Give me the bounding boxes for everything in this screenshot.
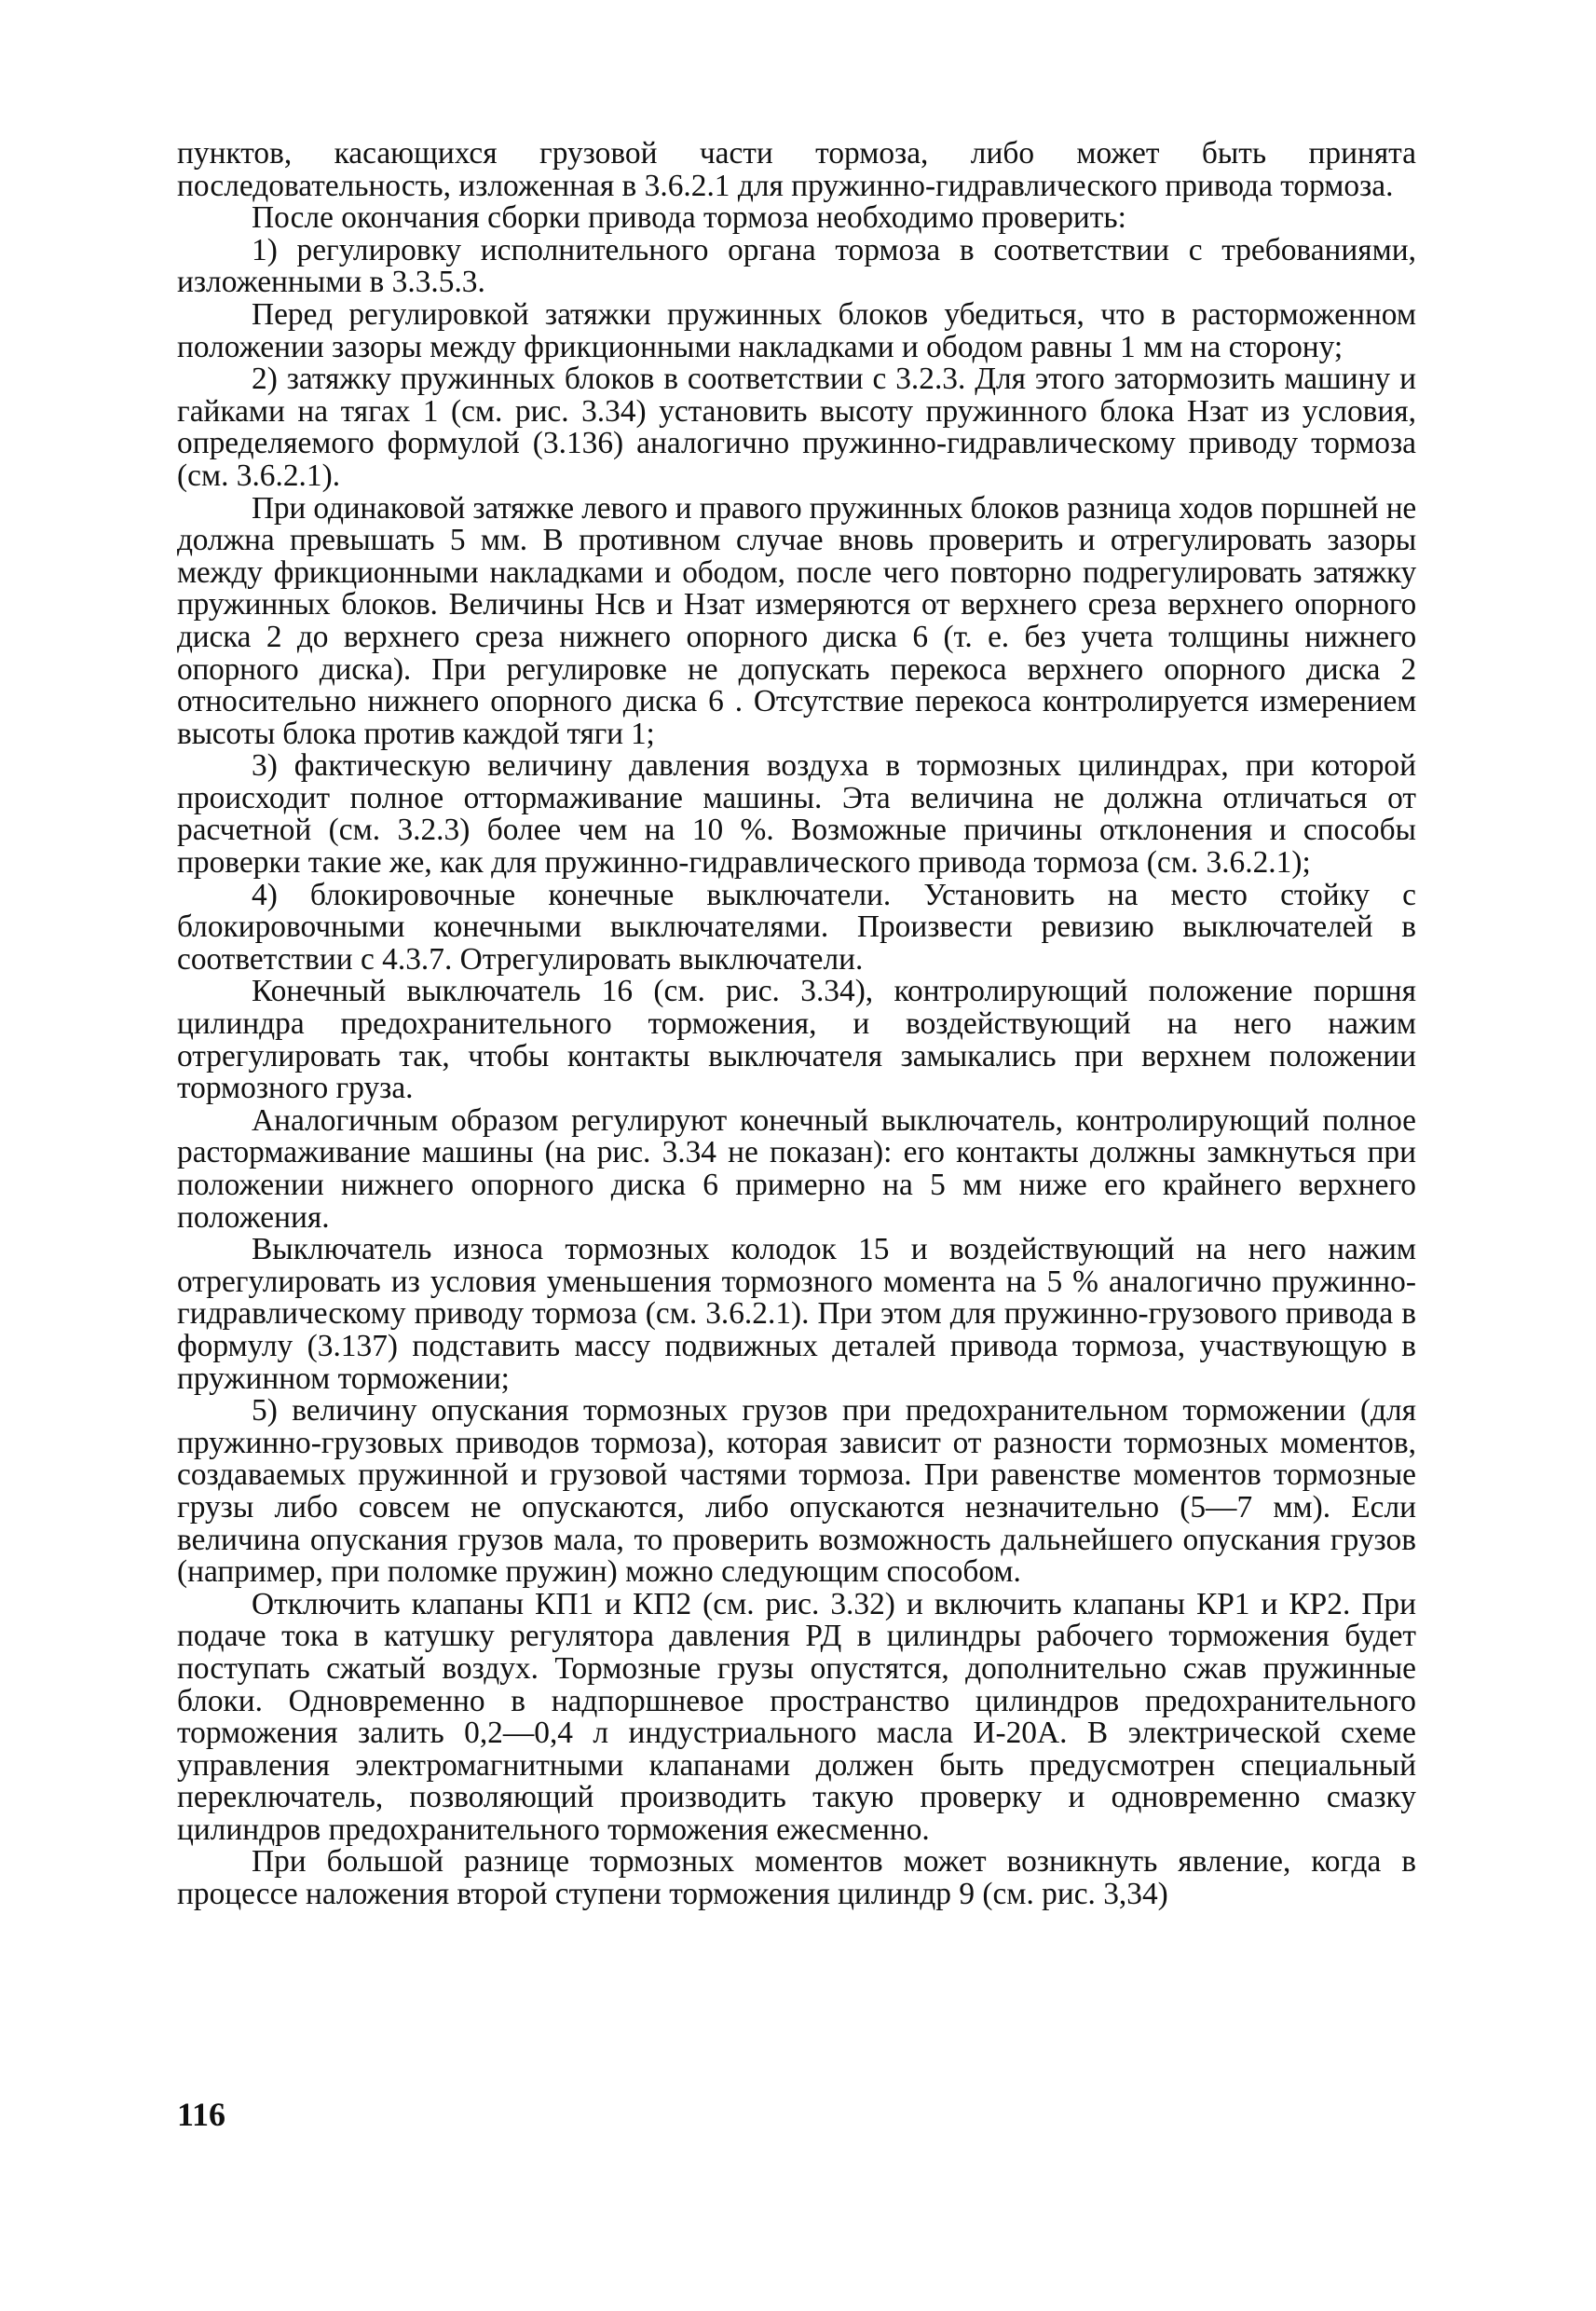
paragraph-wear-switch: Выключатель износа тормозных колодок 15 и воздействующий на него нажим отрегулировать из условия уменьшения тормозного момента на 5 % аналогично пружинно-гидравлическому приводу тормоза (см. 3.6.2.1). При этом для пружинно-грузового привода в формулу (3.137) подставить массу подвижных деталей привода тормоза, участвующую в пружинном торможении; [177, 1232, 1416, 1396]
paragraph-piston-stroke: При одинаковой затяжке левого и правого пружинных блоков разница ходов поршней не должна превышать 5 мм. В противном случае вновь проверить и отрегулировать зазоры между фрикционными накладками и ободом, после чего повторно подрегулировать затяжку пружинных блоков. Величины Hсв и Hзат измеряются от верхнего среза верхнего опорного диска 2 до верхнего среза нижнего опорного диска 6 (т. е. без учета толщины нижнего опорного диска). При регулировке не допускать перекоса верхнего опорного диска 2 относительно нижнего опорного диска 6 . Отсутствие перекоса контролируется измерением высоты блока против каждой тяги 1; [177, 490, 1416, 751]
paragraph-continued: пунктов, касающихся грузовой части тормоза, либо может быть принята последовательность, изложенная в 3.6.2.1 для пружинно-гидравлического привода тормоза. [177, 136, 1416, 203]
page-text [177, 138, 1416, 1911]
paragraph-release-switch: Аналогичным образом регулируют конечный выключатель, контролирующий полное растормаживание машины (на рис. 3.34 не показан): его контакты должны замкнуться при положении нижнего опорного диска 6 примерно на 5 мм ниже его крайнего верхнего положения. [177, 1102, 1416, 1235]
paragraph-check-intro: После окончания сборки привода тормоза необходимо проверить: [252, 200, 1126, 236]
paragraph-moment-difference: При большой разнице тормозных моментов может возникнуть явление, когда в процессе наложения второй ступени торможения цилиндр 9 (см. рис. 3,34) [177, 1844, 1416, 1912]
paragraph-limit-switch-16: Конечный выключатель 16 (см. рис. 3.34), контролирующий положение поршня цилиндра предохранительного торможения, и воздействующий на него нажим отрегулировать так, чтобы контакты выключателя замыкались при верхнем положении тормозного груза. [177, 974, 1416, 1106]
paragraph-item-3: 3) фактическую величину давления воздуха в тормозных цилиндрах, при которой происходит полное оттормаживание машины. Эта величина не должна отличаться от расчетной (см. 3.2.3) более чем на 10 %. Возможные причины отклонения и способы проверки такие же, как для пружинно-гидравлического привода тормоза (см. 3.6.2.1); [177, 748, 1416, 881]
paragraph-item-4: 4) блокировочные конечные выключатели. Установить на место стойку с блокировочными конечными выключателями. Произвести ревизию выключателей в соответствии с 4.3.7. Отрегулировать выключатели. [177, 877, 1416, 977]
paragraph-valves: Отключить клапаны КП1 и КП2 (см. рис. 3.32) и включить клапаны КР1 и КР2. При подаче тока в катушку регулятора давления РД в цилиндры рабочего торможения будет поступать сжатый воздух. Тормозные грузы опустятся, дополнительно сжав пружинные блоки. Одновременно в надпоршневое пространство цилиндров предохранительного торможения залить 0,2—0,4 л индустриального масла И-20А. В электрической схеме управления электромагнитными клапанами должен быть предусмотрен специальный переключатель, позволяющий производить такую проверку и одновременно смазку цилиндров предохранительного торможения ежесменно. [177, 1586, 1416, 1847]
paragraph-item-5: 5) величину опускания тормозных грузов при предохранительном торможении (для пружинно-грузовых приводов тормоза), которая зависит от разности тормозных моментов, создаваемых пружинной и грузовой частями тормоза. При равенстве моментов тормозные грузы либо совсем не опускаются, либо опускаются незначительно (5—7 мм). Если величина опускания грузов мала, то проверить возможность дальнейшего опускания грузов (например, при поломке пружин) можно следующим способом. [177, 1393, 1416, 1590]
page-number: 116 [177, 2096, 226, 2133]
paragraph-item-2: 2) затяжку пружинных блоков в соответствии с 3.2.3. Для этого затормозить машину и гайками на тягах 1 (см. рис. 3.34) установить высоту пружинного блока Hзат из условия, определяемого формулой (3.136) аналогично пружинно-гидравлическому приводу тормоза (см. 3.6.2.1). [177, 362, 1416, 493]
paragraph-item-1: 1) регулировку исполнительного органа тормоза в соответствии с требованиями, изложенными в 3.3.5.3. [177, 232, 1416, 300]
paragraph-gap-check: Перед регулировкой затяжки пружинных блоков убедиться, что в расторможенном положении зазоры между фрикционными накладками и ободом равны 1 мм на сторону; [177, 296, 1416, 364]
